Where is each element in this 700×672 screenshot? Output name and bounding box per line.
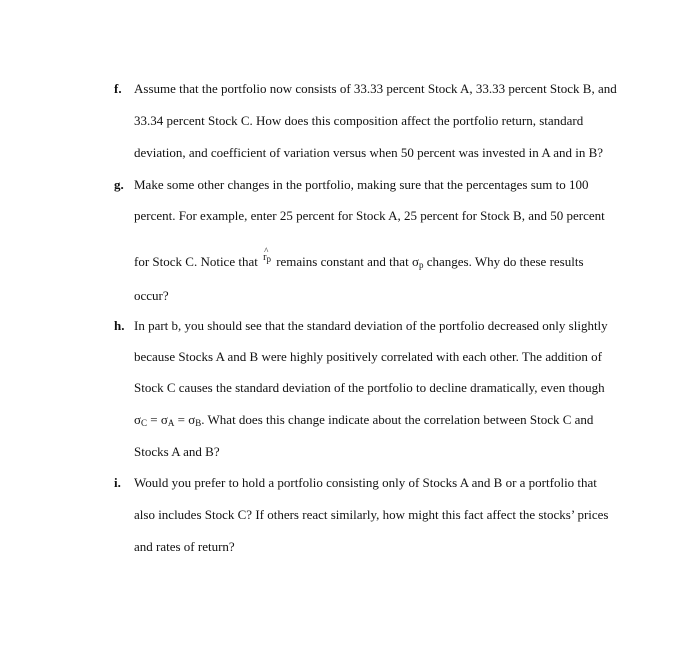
question-h-line-4 [134,412,593,431]
sigma-symbol: σ [411,254,419,269]
equals-sign: = [150,412,158,427]
question-h-line-5: Stocks A and B? [134,444,220,459]
equals-sign: = [177,412,185,427]
question-g-marker: g. [114,177,124,192]
question-i-marker: i. [114,475,121,490]
sigma-subscript-c: C [141,418,148,428]
r-subscript: p [266,254,271,264]
sigma-subscript-b: B [195,418,202,428]
sigma-a [161,412,175,427]
sigma-b [188,412,201,427]
question-h-line-1: In part b, you should see that the standard deviation of the portfolio decreased only slightly [134,318,608,333]
sigma-symbol: σ [134,412,142,427]
question-h-line-4-tail: . What does this change indicate about the correlation between Stock C and [201,412,594,427]
question-i-line-2: also includes Stock C? If others react similarly, how might this fact affect the stocks’ prices [134,507,609,522]
hat-mark: ^ [264,246,269,256]
question-i-line-3: and rates of return? [134,539,235,554]
sigma-subscript-a: A [167,418,175,428]
question-g-line-1: Make some other changes in the portfolio, making sure that the percentages sum to 100 [134,177,589,192]
question-f-line-1: Assume that the portfolio now consists of 33.33 percent Stock A, 33.33 percent Stock B, and [134,81,617,96]
question-h-line-3: Stock C causes the standard deviation of the portfolio to decline dramatically, even though [134,380,605,395]
sigma-c [134,412,147,427]
sigma-p-symbol [412,254,424,269]
question-g-line-3-middle: remains constant and that [276,254,409,269]
sigma-symbol: σ [188,412,196,427]
question-f-marker: f. [114,81,122,96]
question-f-line-3: deviation, and coefficient of variation versus when 50 percent was invested in A and in B? [134,145,604,160]
question-i-line-1: Would you prefer to hold a portfolio consisting only of Stocks A and B or a portfolio that [134,475,597,490]
question-h-marker: h. [114,318,125,333]
question-h-line-2: because Stocks A and B were highly positively correlated with each other. The addition of [134,349,602,364]
question-f-line-2: 33.34 percent Stock C. How does this composition affect the portfolio return, standard [134,113,584,128]
expected-portfolio-return-symbol [263,246,271,267]
sigma-subscript: p [418,260,424,270]
question-g-line-3-start: for Stock C. Notice that [134,254,258,269]
sigma-symbol: σ [160,412,168,427]
question-g-line-2: percent. For example, enter 25 percent for Stock A, 25 percent for Stock B, and 50 percent [134,208,605,223]
r-symbol: r [263,252,267,263]
question-g-line-4: occur? [134,288,169,303]
question-g-line-3-end: changes. Why do these results [426,254,584,269]
question-g-line-3 [134,246,584,273]
